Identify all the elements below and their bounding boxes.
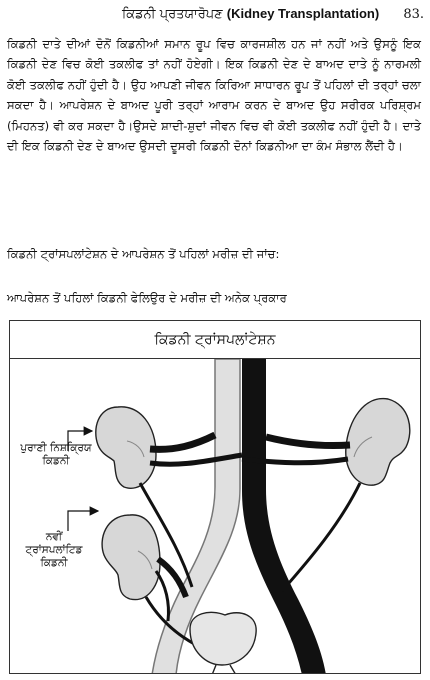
old-right-kidney-icon (346, 399, 410, 486)
header-title-english: (Kidney Transplantation) (226, 6, 380, 21)
section-subheading: ਕਿਡਨੀ ਟ੍ਰਾਂਸਪਲਾਂਟੇਸ਼ਨ ਦੇ ਆਪਰੇਸ਼ਨ ਤੋਂ ਪਹਿਲਾਂ ਮਰੀਜ਼ ਦੀ ਜਾਂਚ: (7, 247, 280, 261)
label-old-kidney-line2: ਕਿਡਨੀ (42, 455, 70, 467)
label-new-kidney-line2: ਟ੍ਰਾਂਸਪਲਾਂਟਿਡ (25, 544, 83, 556)
kidney-transplant-figure (9, 320, 421, 674)
running-header (0, 6, 424, 22)
arrow-to-new-kidney (68, 511, 98, 531)
body-paragraph: ਕਿਡਨੀ ਦਾਤੇ ਦੀਆਂ ਦੋਨੋਂ ਕਿਡਨੀਆਂ ਸਮਾਨ ਰੂਪ ਵਿਚ ਕਾਰਜਸ਼ੀਲ ਹਨ ਜਾਂ ਨਹੀਂ ਅਤੇ ਉਸਨੂੰ ਇਕ ਕਿਡਨੀ ਦੇਣ ਵਿਚ ਕੋਈ ਤਕਲੀਫ ਤਾਂ ਨਹੀਂ ਹੋਏਗੀ। ਇਕ ਕਿਡਨੀ ਦੇਣ ਦੇ ਬਾਅਦ ਦਾਤੇ ਨੂੰ ਨਾਰਮਲੀ ਕੋਈ ਤਕਲੀਫ ਨਹੀਂ ਹੁੰਦੀ ਹੈ। ਉਹ ਆਪਣੀ ਜੀਵਨ ਕਿਰਿਆ ਸਾਧਾਰਨ ਰੂਪ ਤੋਂ ਪਹਿਲਾਂ ਦੀ ਤਰ੍ਹਾਂ ਚਲਾ ਸਕਦਾ ਹੈ। ਆਪਰੇਸ਼ਨ ਦੇ ਬਾਅਦ ਪੂਰੀ ਤਰ੍ਹਾਂ ਆਰਾਮ ਕਰਨ ਦੇ ਬਾਅਦ ਉਹ ਸਰੀਰਕ ਪਰਿਸ਼੍ਰਮ (ਮਿਹਨਤ) ਵੀ ਕਰ ਸਕਦਾ ਹੈ।ਉਸਦੇ ਸ਼ਾਦੀ-ਸ਼ੁਦਾਂ ਜੀਵਨ ਵਿਚ ਵੀ ਕੋਈ ਤਕਲੀਫ ਨਹੀਂ ਹੁੰਦੀ ਹੈ। ਦਾਤੇ ਦੀ ਇਕ ਕਿਡਨੀ ਦੇਣ ਦੇ ਬਾਅਦ ਉਸਦੀ ਦੂਸਰੀ ਕਿਡਨੀ ਦੋਨਾਂ ਕਿਡਨੀਆ ਦਾ ਕੰਮ ਸੰਭਾਲ ਲੈਂਦੀ ਹੈ। (7, 37, 421, 154)
label-old-kidney (12, 442, 100, 468)
kidney-transplant-illustration (10, 359, 420, 674)
label-new-kidney-line1: ਨਵੀਂ (45, 531, 63, 543)
transplanted-kidney-icon (102, 515, 160, 600)
figure-title: ਕਿਡਨੀ ਟ੍ਰਾਂਸਪਲਾਂਟੇਸ਼ਨ (10, 321, 420, 359)
page-number: 83. (403, 7, 424, 22)
body-paragraph-continued: ਆਪਰੇਸ਼ਨ ਤੋਂ ਪਹਿਲਾਂ ਕਿਡਨੀ ਫੇਲਿਉਰ ਦੇ ਮਰੀਜ਼ ਦੀ ਅਨੇਕ ਪ੍ਰਕਾਰ (7, 291, 287, 305)
label-old-kidney-line1: ਪੁਰਾਣੀ ਨਿਸ਼ਕ੍ਰਿਯ (20, 442, 92, 454)
label-new-kidney-line3: ਕਿਡਨੀ (40, 557, 68, 569)
header-title-punjabi: ਕਿਡਨੀ ਪ੍ਰਤਯਾਰੋਪਣ (122, 7, 223, 22)
label-new-kidney (12, 531, 96, 570)
bladder-icon (190, 612, 256, 674)
old-left-kidney-icon (96, 407, 156, 488)
